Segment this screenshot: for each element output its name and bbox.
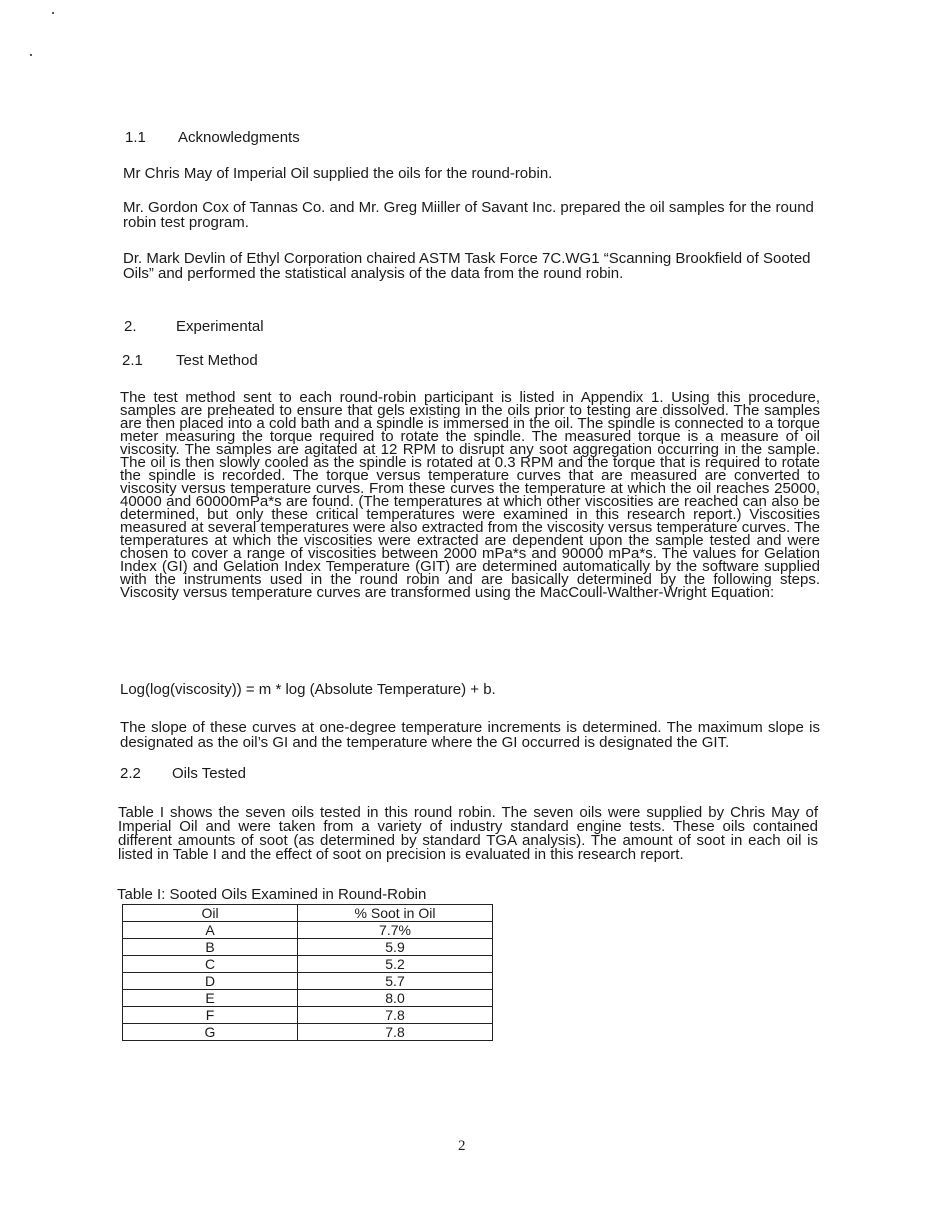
oil-cell: D [123, 973, 298, 990]
section-title: Test Method [176, 352, 258, 369]
table-row [123, 990, 493, 1007]
ack-paragraph-2: Mr. Gordon Cox of Tannas Co. and Mr. Greg Miiller of Savant Inc. prepared the oil samples for the round robin test program. [123, 199, 814, 231]
table-row [123, 973, 493, 990]
table-row [123, 1007, 493, 1024]
ack-paragraph-3: Dr. Mark Devlin of Ethyl Corporation chaired ASTM Task Force 7C.WG1 “Scanning Brookfield of Sooted Oils” and performed the statistical analysis of the data from the round robin. [123, 250, 811, 282]
section-number: 2.1 [122, 352, 143, 369]
table-row [123, 956, 493, 973]
oil-cell: C [123, 956, 298, 973]
table-row [123, 1024, 493, 1041]
column-header-soot: % Soot in Oil [298, 905, 493, 922]
soot-cell: 5.7 [298, 973, 493, 990]
scan-speck [52, 12, 54, 14]
page-number: 2 [458, 1138, 466, 1154]
soot-cell: 5.9 [298, 939, 493, 956]
section-number: 1.1 [125, 129, 146, 146]
soot-cell: 8.0 [298, 990, 493, 1007]
table-header-row [123, 905, 493, 922]
scan-speck [30, 54, 32, 56]
table-row [123, 939, 493, 956]
section-heading-2 [124, 318, 524, 336]
equation: Log(log(viscosity)) = m * log (Absolute Temperature) + b. [120, 681, 496, 698]
oil-cell: B [123, 939, 298, 956]
section-heading-2-2 [120, 765, 520, 783]
ack-paragraph-1: Mr Chris May of Imperial Oil supplied the oils for the round-robin. [123, 165, 553, 182]
column-header-oil: Oil [123, 905, 298, 922]
oil-cell: G [123, 1024, 298, 1041]
section-number: 2.2 [120, 765, 141, 782]
table-row [123, 922, 493, 939]
oil-cell: F [123, 1007, 298, 1024]
oils-tested-paragraph: Table I shows the seven oils tested in this round robin. The seven oils were supplied by Chris May of Imperial Oil and were taken from a variety of industry standard engine tests. These oils contained different amounts of soot (as determined by standard TGA analysis). The amount of soot in each oil is listed in Table I and the effect of soot on precision is evaluated in this research report. [118, 804, 818, 863]
test-method-paragraph: The test method sent to each round-robin participant is listed in Appendix 1. Using this procedure, samples are preheated to ensure that gels existing in the oils prior to testing are dissolved. The samples are then placed into a cold bath and a spindle is immersed in the oil. The spindle is connected to a torque meter measuring the torque required to rotate the spindle. The measured torque is a measure of oil viscosity. The samples are agitated at 12 RPM to disrupt any soot aggregation occurring in the sample. The oil is then slowly cooled as the spindle is rotated at 0.3 RPM and the torque that is required to rotate the spindle is recorded. The torque versus temperature curves that are measured are converted to viscosity versus temperature curves. From these curves the temperature at which the oil reaches 25000, 40000 and 60000mPa*s are found. (The temperatures at which other viscosities are reached can also be determined, but only these critical temperatures were examined in this research report.) Viscosities measured at several temperatures were also extracted from the viscosity versus temperature curves. The temperatures at which the viscosities were extracted are dependent upon the sample tested and were chosen to cover a range of viscosities between 2000 mPa*s and 90000 mPa*s. The values for Gelation Index (GI) and Gelation Index Temperature (GIT) are determined automatically by the software supplied with the instruments used in the round robin and are basically determined by the following steps. Viscosity versus temperature curves are transformed using the MacCoull-Walther-Wright Equation: [120, 389, 820, 601]
slope-paragraph: The slope of these curves at one-degree temperature increments is determined. The maximum slope is designated as the oil’s GI and the temperature where the GI occurred is designated the GIT. [120, 719, 820, 751]
section-title: Experimental [176, 318, 264, 335]
oil-cell: A [123, 922, 298, 939]
section-heading-1-1 [125, 129, 525, 147]
soot-cell: 5.2 [298, 956, 493, 973]
oil-cell: E [123, 990, 298, 1007]
table-caption: Table I: Sooted Oils Examined in Round-Robin [117, 886, 427, 903]
soot-cell: 7.7% [298, 922, 493, 939]
soot-cell: 7.8 [298, 1024, 493, 1041]
section-heading-2-1 [122, 352, 522, 370]
section-title: Acknowledgments [178, 129, 300, 146]
section-title: Oils Tested [172, 765, 246, 782]
soot-table [122, 904, 493, 1041]
section-number: 2. [124, 318, 137, 335]
soot-cell: 7.8 [298, 1007, 493, 1024]
